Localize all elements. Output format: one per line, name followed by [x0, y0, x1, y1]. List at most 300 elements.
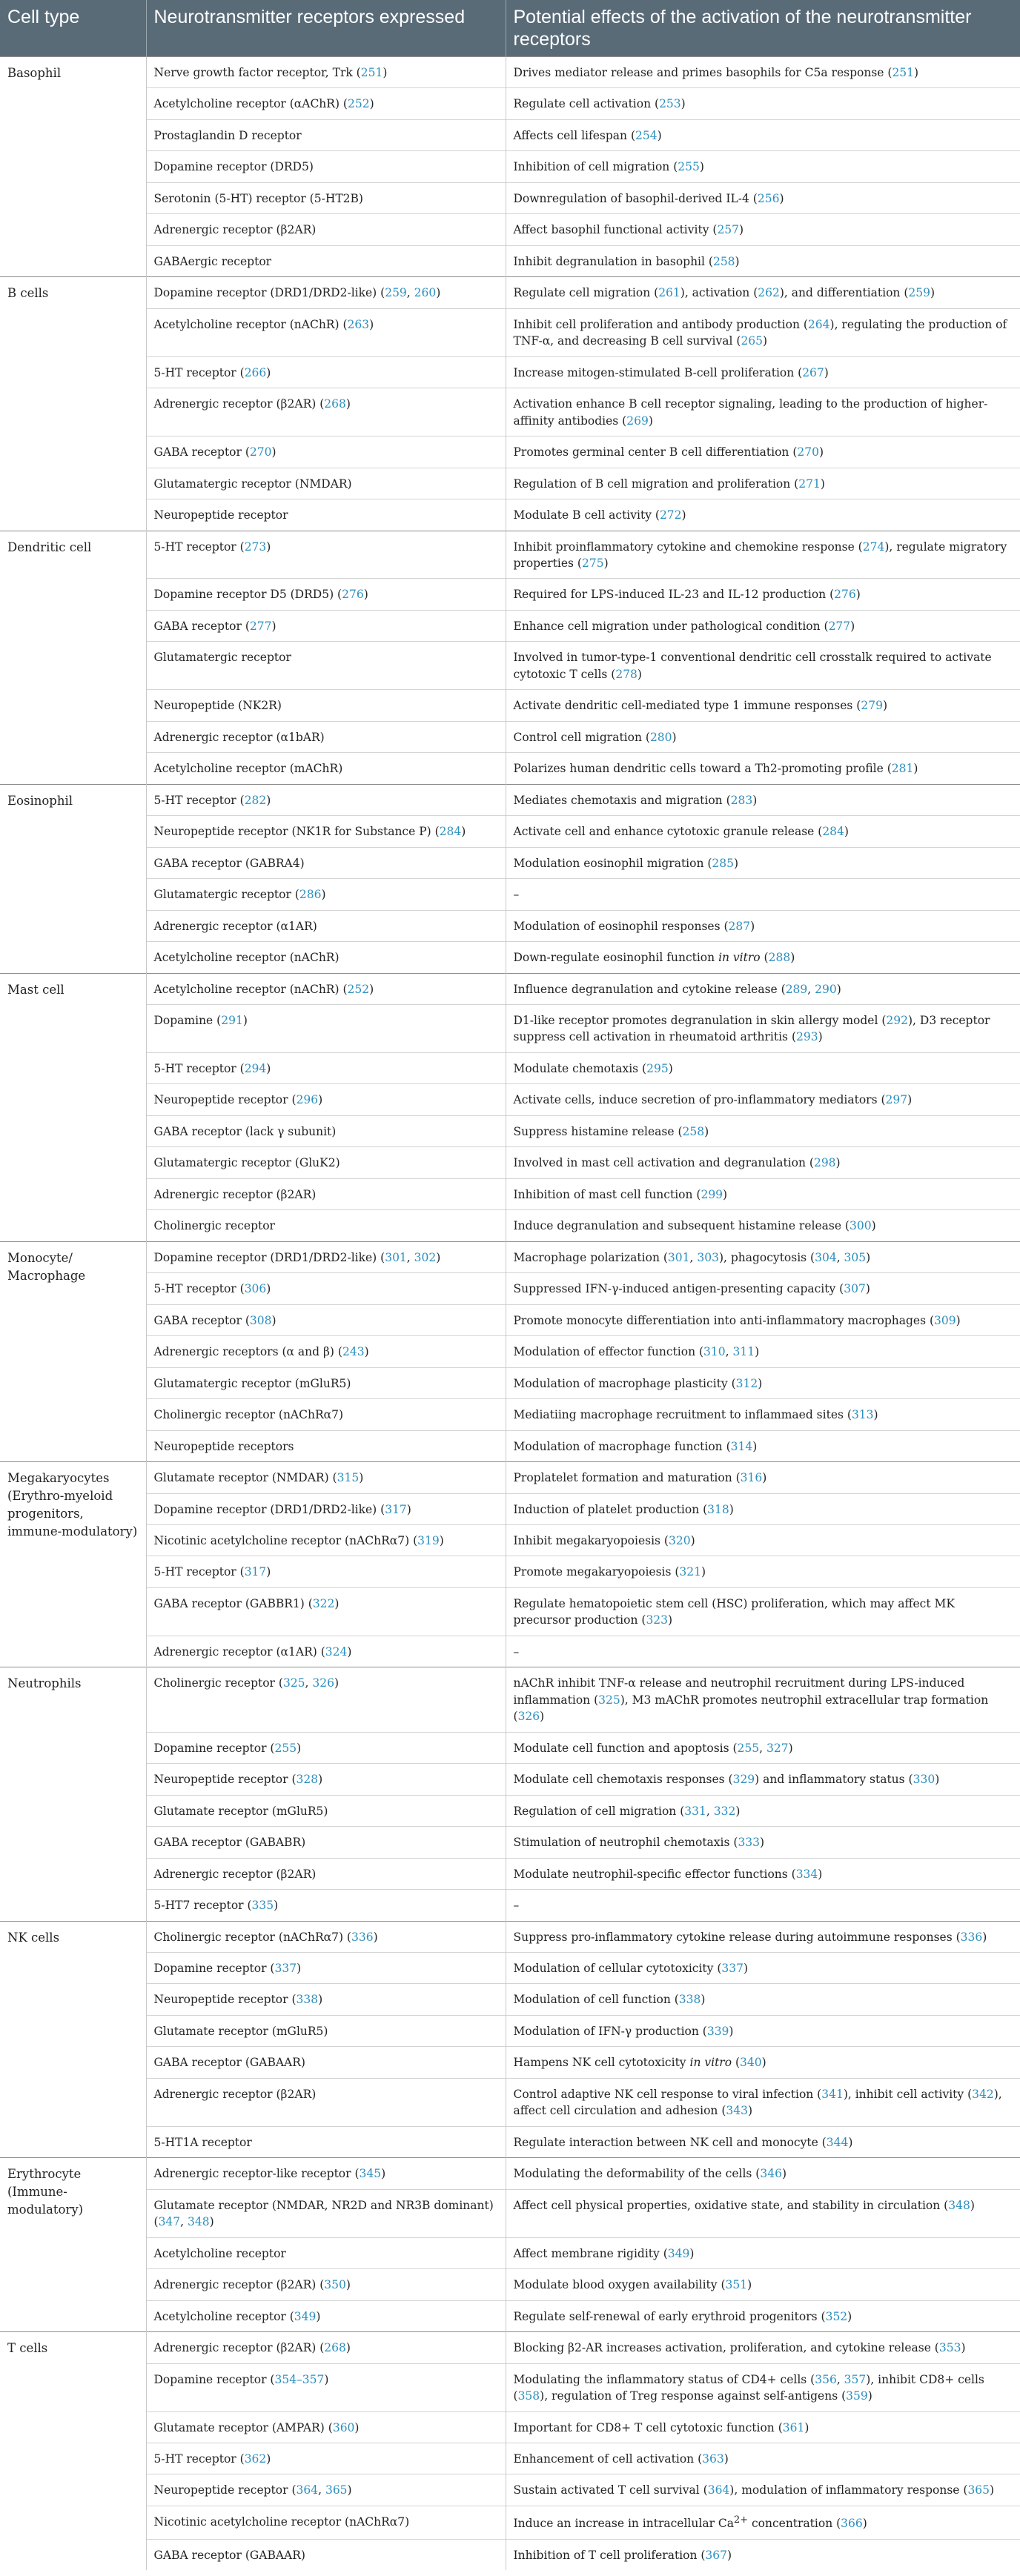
citation-link[interactable]: 278	[615, 667, 638, 681]
citation-link[interactable]: 344	[826, 2135, 849, 2149]
citation-link[interactable]: 253	[659, 97, 681, 111]
citation-link[interactable]: 336	[351, 1930, 374, 1944]
table-row	[0, 2474, 1020, 2506]
receptor-cell	[146, 2363, 506, 2411]
text-run: ,	[725, 1345, 733, 1359]
citation-link[interactable]: 295	[646, 1061, 669, 1075]
text-run: Dopamine receptor D5 (DRD5) (	[153, 588, 342, 602]
table-row	[0, 468, 1020, 499]
cell-type-label: B cells	[0, 277, 146, 531]
effect-cell	[506, 2237, 1020, 2268]
text-run: )	[363, 588, 368, 602]
citation-link[interactable]: 358	[517, 2389, 540, 2403]
text-run: Adrenergic receptor (α1AR)	[153, 919, 317, 933]
text-run: )	[406, 1502, 411, 1516]
table-row	[0, 88, 1020, 119]
text-run: Modulation of eosinophil responses (	[513, 919, 729, 933]
text-run: GABA receptor (GABAAR)	[153, 2548, 305, 2562]
receptor-cell	[146, 784, 506, 815]
text-run: )	[318, 1093, 323, 1107]
citation-link[interactable]: 270	[249, 445, 272, 459]
text-run: )	[603, 556, 609, 570]
citation-link[interactable]: 305	[844, 1250, 867, 1264]
citation-link[interactable]: 312	[735, 1376, 758, 1390]
table-row	[0, 816, 1020, 847]
citation-link[interactable]: 365	[967, 2483, 990, 2497]
text-run: Nicotinic acetylcholine receptor (nAChRα7)	[153, 2514, 410, 2529]
effect-cell	[506, 2078, 1020, 2126]
citation-link[interactable]: 361	[782, 2420, 805, 2434]
citation-link[interactable]: 276	[834, 588, 856, 602]
text-run: )	[930, 286, 935, 300]
citation-link[interactable]: 337	[274, 1962, 297, 1975]
citation-link[interactable]: 271	[798, 477, 821, 491]
citation-link[interactable]: 325	[598, 1693, 620, 1707]
table-row	[0, 1890, 1020, 1921]
citation-link[interactable]: 349	[667, 2246, 690, 2260]
text-run: ), inhibit CD8+ cells (	[513, 2372, 984, 2403]
receptor-cell	[146, 2126, 506, 2157]
citation-link[interactable]: 306	[244, 1282, 267, 1296]
header-cell-type: Cell type	[0, 0, 146, 57]
table-row	[0, 2015, 1020, 2046]
effect-cell	[506, 1210, 1020, 1241]
citation-link[interactable]: 335	[251, 1899, 274, 1913]
citation-link[interactable]: 366	[841, 2517, 863, 2531]
effect-cell	[506, 214, 1020, 245]
text-run: ), regulating the production of TNF-α, and decreasing B cell survival (	[513, 317, 1007, 348]
citation-link[interactable]: 302	[414, 1250, 437, 1264]
citation-link[interactable]: 321	[679, 1565, 702, 1579]
effect-cell	[506, 356, 1020, 388]
citation-link[interactable]: 266	[244, 365, 267, 379]
effect-cell	[506, 151, 1020, 182]
text-run: ), D3 receptor suppress cell activation in rheumatoid arthritis (	[513, 1014, 990, 1044]
text-run: Inhibit proinflammatory cytokine and chemokine response (	[513, 540, 863, 554]
effect-cell	[506, 1984, 1020, 2015]
citation-link[interactable]: 348	[948, 2198, 970, 2212]
table-row	[0, 1005, 1020, 1053]
text-run: )	[818, 1030, 823, 1044]
citation-link[interactable]: 362	[244, 2451, 267, 2466]
table-row	[0, 2411, 1020, 2443]
text-run: )	[761, 2056, 766, 2070]
text-run: Inhibit degranulation in basophil (	[513, 254, 713, 268]
table-row	[0, 1399, 1020, 1430]
citation-link[interactable]: 258	[712, 254, 735, 268]
citation-link[interactable]: 293	[796, 1030, 818, 1044]
citation-link[interactable]: 363	[702, 2451, 724, 2466]
citation-link[interactable]: 320	[668, 1533, 691, 1547]
citation-link[interactable]: 256	[757, 191, 780, 205]
text-run: )	[779, 191, 784, 205]
citation-link[interactable]: 353	[938, 2341, 961, 2355]
text-run: Modulation eosinophil migration (	[513, 856, 712, 870]
citation-link[interactable]: 255	[678, 160, 700, 174]
text-run: Downregulation of basophil-derived IL-4 (	[513, 191, 758, 205]
text-run: )	[824, 365, 829, 379]
table-row	[0, 1493, 1020, 1524]
citation-link[interactable]: 243	[342, 1345, 365, 1359]
citation-link[interactable]: 262	[758, 286, 780, 300]
text-run: Acetylcholine receptor (nAChR) (	[153, 317, 348, 331]
citation-link[interactable]: 282	[244, 793, 267, 807]
citation-link[interactable]: 284	[822, 825, 844, 839]
text-run: )	[750, 919, 755, 933]
citation-link[interactable]: 315	[337, 1471, 360, 1485]
text-run: )	[970, 2198, 975, 2212]
text-run: ,	[836, 2372, 844, 2386]
receptor-cell	[146, 579, 506, 610]
citation-link[interactable]: 289	[785, 982, 808, 996]
citation-link[interactable]: 333	[738, 1836, 761, 1850]
text-run: Neuropeptide receptors	[153, 1439, 294, 1453]
citation-link[interactable]: 364	[707, 2483, 730, 2497]
text-run: )	[866, 1250, 871, 1264]
text-run: Glutamatergic receptor (GluK2)	[153, 1156, 340, 1170]
text-run: Cholinergic receptor (	[153, 1676, 283, 1690]
receptor-cell	[146, 2443, 506, 2474]
citation-link[interactable]: 286	[299, 888, 322, 902]
citation-link[interactable]: 300	[849, 1219, 872, 1233]
citation-link[interactable]: 258	[682, 1124, 705, 1138]
table-row	[0, 245, 1020, 276]
receptor-cell	[146, 2332, 506, 2363]
text-run: Acetylcholine receptor (mAChR)	[153, 762, 343, 776]
citation-link[interactable]: 323	[646, 1613, 669, 1627]
effect-cell	[506, 1241, 1020, 1272]
text-run: Proplatelet formation and maturation (	[513, 1471, 741, 1485]
table-row	[0, 2539, 1020, 2570]
text-run: Adrenergic receptors (α and β) (	[153, 1345, 342, 1359]
citation-link[interactable]: 297	[885, 1093, 908, 1107]
header-receptors: Neurotransmitter receptors expressed	[146, 0, 506, 57]
text-run: Neuropeptide (NK2R)	[153, 699, 282, 713]
text-run: )	[345, 397, 351, 411]
citation-link[interactable]: 269	[626, 414, 649, 428]
receptor-cell	[146, 1667, 506, 1732]
receptor-cell	[146, 2189, 506, 2237]
citation-link[interactable]: 342	[972, 2087, 994, 2101]
citation-link[interactable]: 346	[760, 2167, 782, 2181]
citation-link[interactable]: 251	[892, 66, 915, 79]
effect-cell	[506, 1147, 1020, 1178]
text-run: Inhibition of cell migration (	[513, 160, 678, 174]
citation-link[interactable]: 277	[828, 619, 851, 633]
citation-link[interactable]: 304	[815, 1250, 837, 1264]
text-run: )	[701, 1993, 706, 2007]
citation-link[interactable]: 360	[332, 2420, 355, 2434]
citation-link[interactable]: 326	[312, 1676, 334, 1690]
citation-link[interactable]: 255	[274, 1741, 297, 1755]
text-run: )	[369, 97, 374, 111]
citation-link[interactable]: 331	[684, 1804, 706, 1818]
citation-link[interactable]: 328	[296, 1773, 319, 1787]
citation-link[interactable]: 301	[667, 1250, 690, 1264]
citation-link[interactable]: 255	[737, 1741, 760, 1755]
citation-link[interactable]: 345	[359, 2167, 382, 2181]
citation-link[interactable]: 270	[797, 445, 819, 459]
receptor-cell	[146, 1430, 506, 1461]
text-run: Cholinergic receptor (nAChRα7) (	[153, 1930, 351, 1944]
table-row	[0, 436, 1020, 468]
citation-link[interactable]: 287	[728, 919, 751, 933]
citation-link[interactable]: 268	[324, 397, 346, 411]
receptor-cell	[146, 942, 506, 973]
table-row	[0, 973, 1020, 1004]
table-row	[0, 1084, 1020, 1115]
table-row	[0, 388, 1020, 436]
citation-link[interactable]: 356	[815, 2372, 837, 2386]
citation-link[interactable]: 257	[717, 223, 740, 237]
citation-link[interactable]: 264	[807, 317, 830, 331]
text-run: Activate dendritic cell-mediated type 1 immune responses (	[513, 699, 861, 713]
citation-link[interactable]: 317	[244, 1565, 267, 1579]
citation-link[interactable]: 288	[768, 951, 791, 965]
citation-link[interactable]: 303	[697, 1250, 719, 1264]
citation-link[interactable]: 301	[385, 1250, 407, 1264]
text-run: Prostaglandin D receptor	[153, 128, 302, 142]
citation-link[interactable]: 359	[846, 2389, 868, 2403]
citation-link[interactable]: 308	[249, 1313, 272, 1327]
citation-link[interactable]: 350	[324, 2278, 346, 2292]
citation-link[interactable]: 364	[296, 2483, 319, 2497]
citation-link[interactable]: 330	[913, 1773, 935, 1787]
citation-link[interactable]: 347	[158, 2215, 181, 2229]
citation-link[interactable]: 327	[766, 1741, 789, 1755]
text-run: )	[347, 1644, 352, 1659]
text-run: Neuropeptide receptor (	[153, 1773, 297, 1787]
citation-link[interactable]: 317	[385, 1502, 407, 1516]
citation-link[interactable]: 310	[703, 1345, 726, 1359]
receptor-cell	[146, 1367, 506, 1398]
text-run: D1-like receptor promotes degranulation in skin allergy model (	[513, 1014, 887, 1027]
receptor-cell	[146, 308, 506, 356]
citation-link[interactable]: 281	[891, 762, 914, 776]
citation-link[interactable]: 298	[813, 1156, 836, 1170]
text-run: Drives mediator release and primes basophils for C5a response (	[513, 66, 892, 79]
text-run: )	[747, 2104, 753, 2118]
citation-link[interactable]: 265	[741, 334, 764, 348]
citation-link[interactable]: 365	[325, 2483, 348, 2497]
text-run: )	[369, 317, 374, 331]
citation-link[interactable]: 283	[730, 793, 753, 807]
effect-cell	[506, 1827, 1020, 1858]
citation-link[interactable]: 313	[851, 1408, 874, 1422]
text-run: Neuropeptide receptor (NK1R for Substance P) (	[153, 825, 440, 839]
citation-link[interactable]: 252	[347, 97, 370, 111]
citation-link[interactable]: 354–357	[274, 2372, 325, 2386]
citation-link[interactable]: 272	[659, 508, 682, 522]
text-run: Cholinergic receptor	[153, 1219, 275, 1233]
citation-link[interactable]: 325	[282, 1676, 305, 1690]
text-run: Glutamatergic receptor (	[153, 888, 299, 902]
effect-cell	[506, 910, 1020, 941]
citation-link[interactable]: 277	[249, 619, 272, 633]
cell-type-label: Basophil	[0, 57, 146, 277]
text-run: Regulate hematopoietic stem cell (HSC) proliferation, which may affect MK precursor production (	[513, 1596, 955, 1627]
citation-link[interactable]: 279	[861, 699, 883, 713]
cell-type-label: Erythrocyte (Immune-modulatory)	[0, 2158, 146, 2332]
citation-link[interactable]: 351	[725, 2278, 748, 2292]
text-run: ), affect cell circulation and adhesion (	[513, 2087, 1002, 2118]
text-run: Modulating the inflammatory status of CD4+ cells (	[513, 2372, 815, 2386]
text-run: Affect cell physical properties, oxidative state, and stability in circulation (	[513, 2198, 949, 2212]
citation-link[interactable]: 357	[844, 2372, 867, 2386]
effect-cell	[506, 1273, 1020, 1304]
text-run: )	[820, 477, 825, 491]
citation-link[interactable]: 280	[649, 730, 672, 744]
receptor-cell	[146, 879, 506, 910]
table-row	[0, 182, 1020, 213]
citation-link[interactable]: 322	[312, 1596, 335, 1610]
citation-link[interactable]: 307	[844, 1282, 866, 1296]
effect-cell	[506, 2158, 1020, 2189]
text-run: )	[271, 1313, 276, 1327]
citation-link[interactable]: 259	[385, 286, 407, 300]
citation-link[interactable]: 338	[678, 1993, 701, 2007]
citation-link[interactable]: 341	[821, 2087, 844, 2101]
text-run: ,	[836, 1250, 844, 1264]
citation-link[interactable]: 254	[635, 128, 658, 142]
table-row	[0, 2047, 1020, 2078]
table-row	[0, 1115, 1020, 1146]
text-run: Modulation of effector function (	[513, 1345, 704, 1359]
table-row	[0, 2078, 1020, 2126]
citation-link[interactable]: 273	[244, 540, 267, 554]
receptor-cell	[146, 1493, 506, 1524]
receptor-cell	[146, 690, 506, 721]
citation-link[interactable]: 290	[815, 982, 837, 996]
citation-link[interactable]: 263	[347, 317, 370, 331]
citation-link[interactable]: 343	[726, 2104, 748, 2118]
text-run: Affect membrane rigidity (	[513, 2246, 668, 2260]
effect-cell	[506, 1858, 1020, 1889]
receptor-cell	[146, 214, 506, 245]
citation-link[interactable]: 292	[886, 1014, 908, 1027]
citation-link[interactable]: 309	[934, 1313, 956, 1327]
citation-link[interactable]: 318	[707, 1502, 729, 1516]
receptor-cell	[146, 2300, 506, 2331]
citation-link[interactable]: 268	[324, 2341, 346, 2355]
text-run: )	[935, 1773, 940, 1787]
text-run: )	[735, 1804, 741, 1818]
text-run: )	[729, 2024, 734, 2038]
receptor-cell	[146, 1858, 506, 1889]
citation-link[interactable]: 274	[862, 540, 885, 554]
citation-link[interactable]: 252	[347, 982, 370, 996]
table-row	[0, 2269, 1020, 2300]
text-run: Neuropeptide receptor (	[153, 2483, 297, 2497]
citation-link[interactable]: 267	[802, 365, 824, 379]
citation-link[interactable]: 339	[706, 2024, 729, 2038]
citation-link[interactable]: 349	[294, 2309, 317, 2323]
citation-link[interactable]: 338	[296, 1993, 319, 2007]
table-row	[0, 2237, 1020, 2268]
citation-link[interactable]: 319	[417, 1533, 440, 1547]
citation-link[interactable]: 260	[414, 286, 437, 300]
citation-link[interactable]: 276	[342, 588, 364, 602]
effect-cell	[506, 784, 1020, 815]
effect-cell	[506, 499, 1020, 531]
table-row	[0, 214, 1020, 245]
receptor-cell	[146, 2474, 506, 2506]
citation-link[interactable]: 340	[740, 2056, 762, 2070]
text-run: GABAergic receptor	[153, 254, 272, 268]
text-run: Modulate B cell activity (	[513, 508, 660, 522]
citation-link[interactable]: 367	[705, 2548, 728, 2562]
citation-link[interactable]: 316	[740, 1471, 763, 1485]
citation-link[interactable]: 259	[908, 286, 930, 300]
cell-type-label: NK cells	[0, 1921, 146, 2158]
citation-link[interactable]: 348	[188, 2215, 210, 2229]
text-run: )	[747, 2278, 752, 2292]
text-run: Involved in tumor-type-1 conventional dendritic cell crosstalk required to activate cytotoxic T cells (	[513, 651, 992, 681]
citation-link[interactable]: 334	[795, 1867, 818, 1881]
citation-link[interactable]: 311	[732, 1345, 755, 1359]
cell-type-label: Mast cell	[0, 973, 146, 1241]
text-run: )	[668, 1061, 673, 1075]
effect-cell	[506, 816, 1020, 847]
citation-link[interactable]: 337	[721, 1962, 744, 1975]
text-run: ), activation (	[680, 286, 758, 300]
effect-cell	[506, 1336, 1020, 1367]
citation-link[interactable]: 296	[296, 1093, 319, 1107]
text-run: ,	[689, 1250, 698, 1264]
text-run: )	[804, 2420, 809, 2434]
citation-link[interactable]: 314	[730, 1439, 753, 1453]
text-run: Dopamine receptor (	[153, 1962, 275, 1975]
text-run: ,	[180, 2215, 188, 2229]
citation-link[interactable]: 299	[701, 1187, 723, 1201]
citation-link[interactable]: 285	[712, 856, 735, 870]
receptor-cell	[146, 2269, 506, 2300]
text-run: )	[755, 1345, 760, 1359]
text-run: )	[657, 128, 662, 142]
citation-link[interactable]: 324	[325, 1644, 348, 1659]
receptor-cell	[146, 57, 506, 88]
receptor-cell	[146, 1921, 506, 1952]
citation-link[interactable]: 275	[581, 556, 604, 570]
citation-link[interactable]: 284	[439, 825, 462, 839]
text-run: Dopamine receptor (DRD5)	[153, 160, 314, 174]
citation-link[interactable]: 329	[732, 1773, 755, 1787]
citation-link[interactable]: 352	[825, 2309, 848, 2323]
citation-link[interactable]: 291	[221, 1014, 243, 1027]
citation-link[interactable]: 251	[360, 66, 383, 79]
text-run: )	[727, 2548, 732, 2562]
receptor-cell	[146, 468, 506, 499]
text-run: )	[913, 762, 918, 776]
effect-cell	[506, 1795, 1020, 1826]
text-run: Promote megakaryopoiesis (	[513, 1565, 680, 1579]
citation-link[interactable]: 294	[244, 1061, 267, 1075]
effect-cell	[506, 642, 1020, 690]
citation-link[interactable]: 336	[960, 1930, 983, 1944]
effect-cell	[506, 531, 1020, 579]
effect-cell	[506, 1667, 1020, 1732]
text-run: )	[672, 730, 677, 744]
citation-link[interactable]: 332	[713, 1804, 736, 1818]
effect-cell	[506, 436, 1020, 468]
text-run: )	[334, 1676, 340, 1690]
text-run: concentration (	[748, 2517, 841, 2531]
text-run: Inhibition of T cell proliferation (	[513, 2548, 706, 2562]
citation-link[interactable]: 261	[658, 286, 680, 300]
citation-link[interactable]: 326	[517, 1710, 540, 1724]
table-row	[0, 1273, 1020, 1304]
text-run: )	[871, 1219, 876, 1233]
